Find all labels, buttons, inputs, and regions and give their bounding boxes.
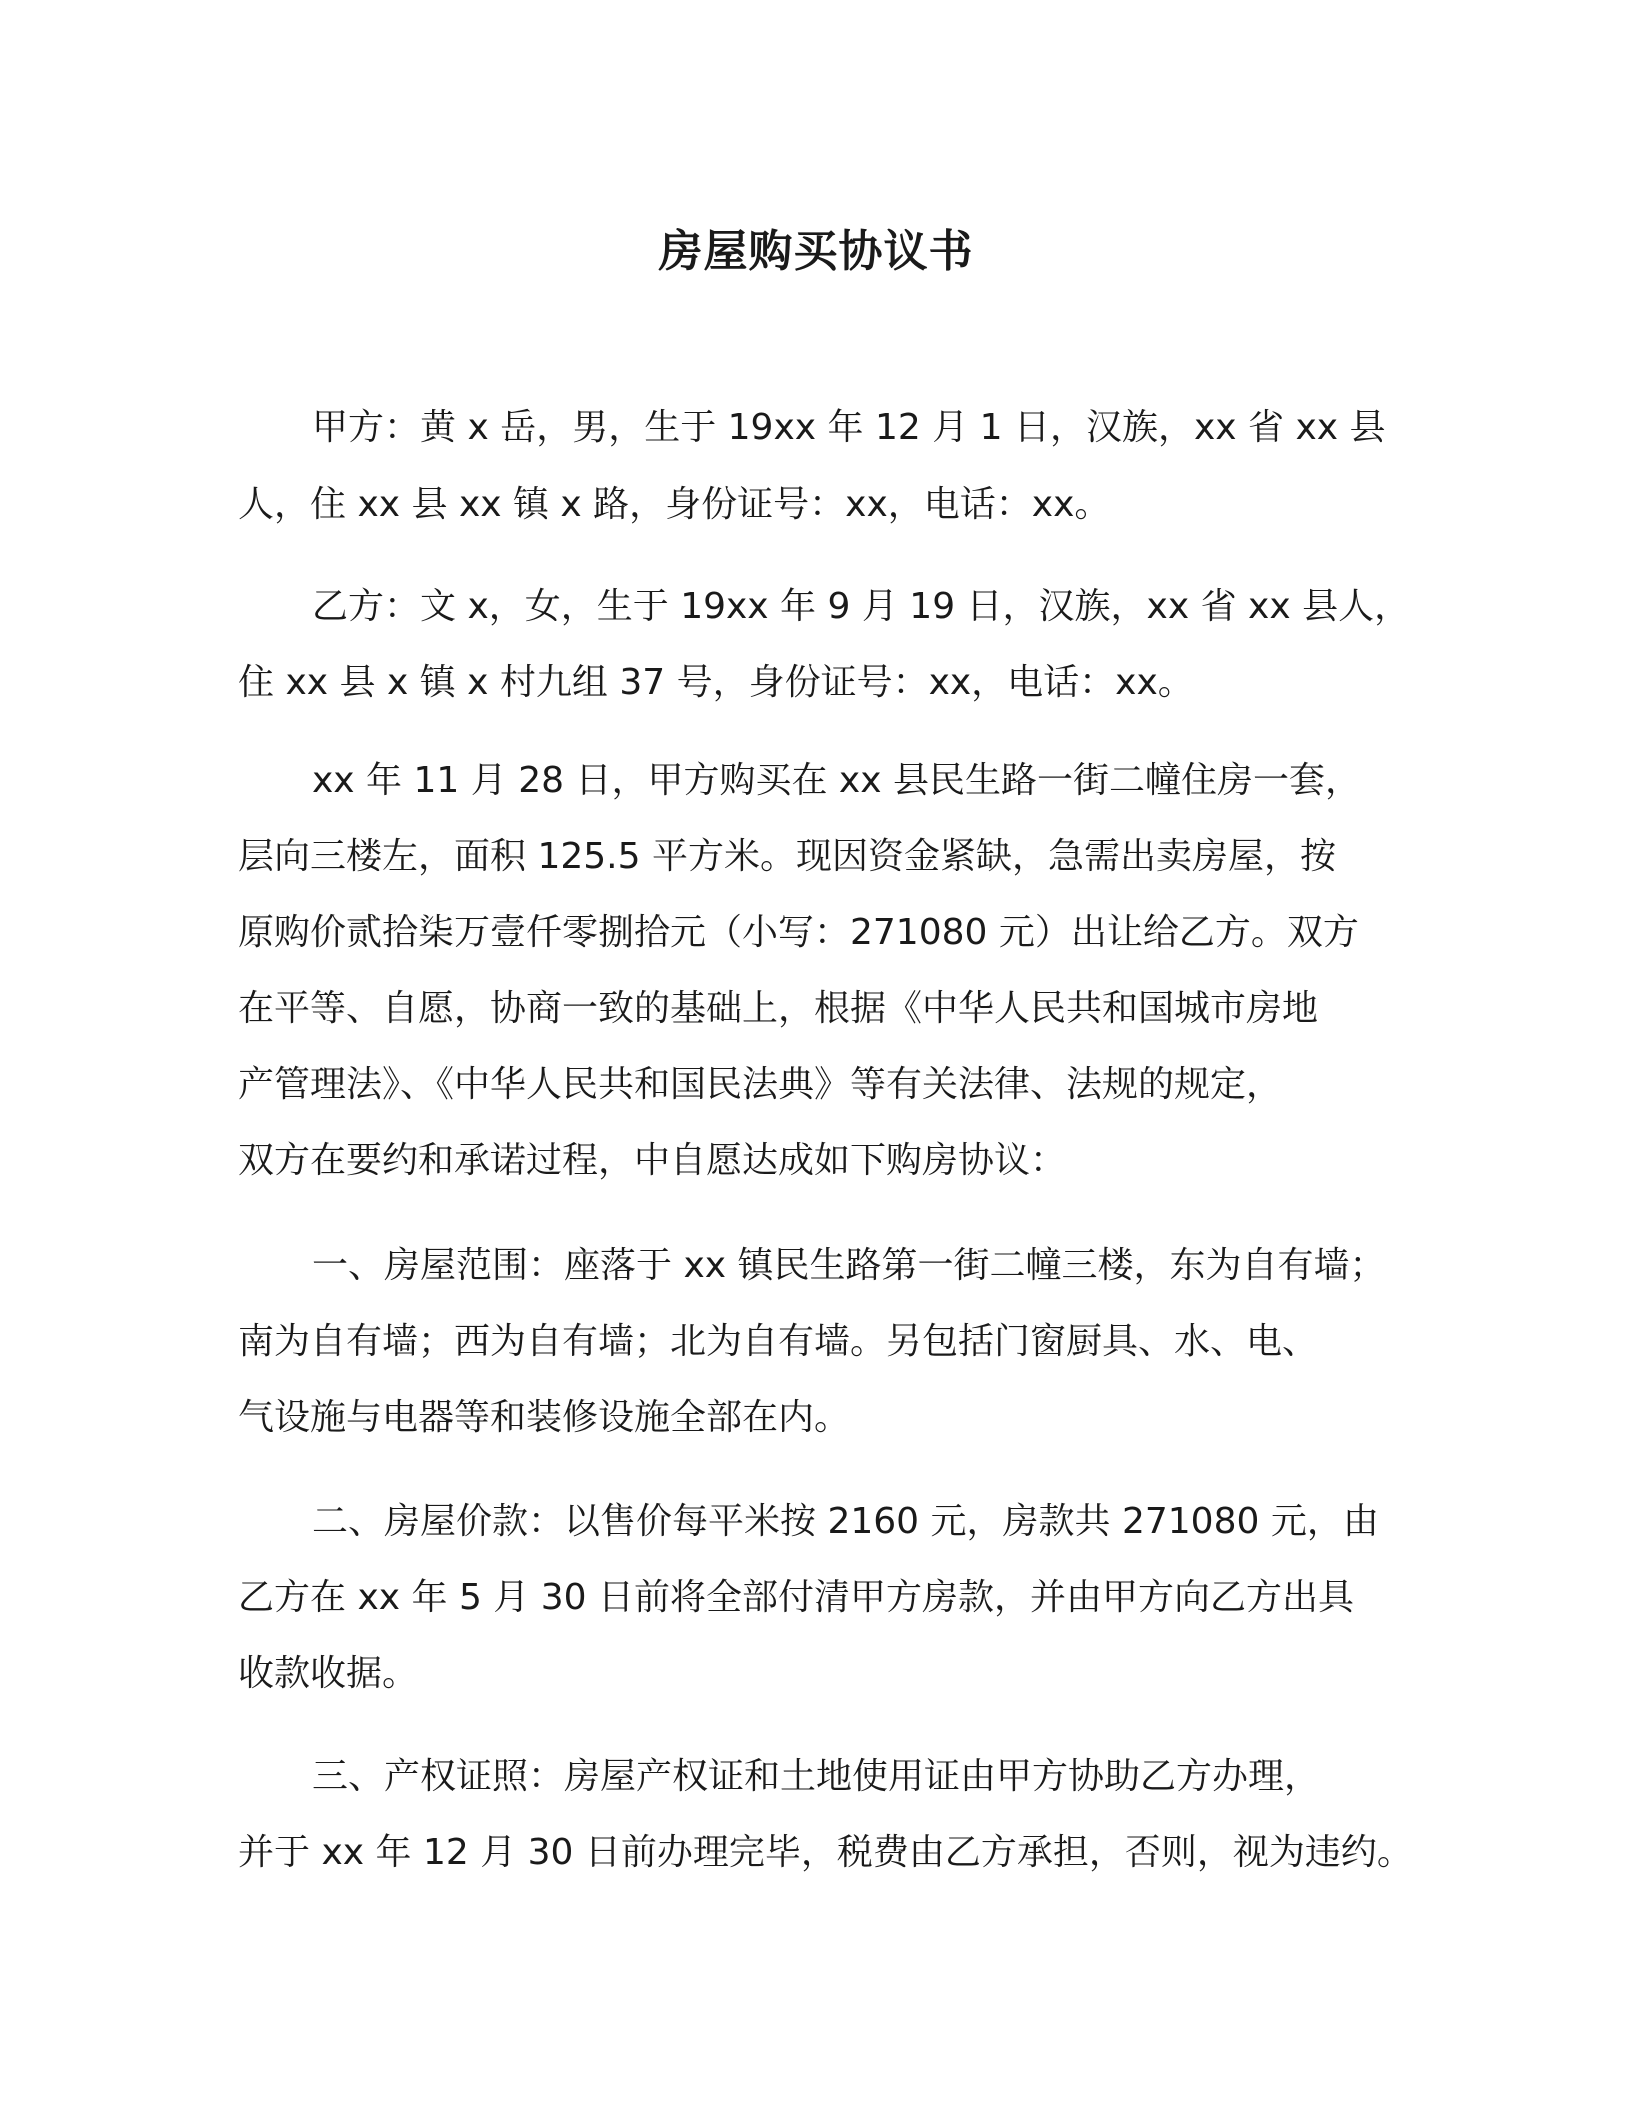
background-line-3: 原购价贰拾柒万壹仟零捌拾元（小写：271080 元）出让给乙方。双方 xyxy=(238,912,1359,953)
background-line-6: 双方在要约和承诺过程，中自愿达成如下购房协议： xyxy=(238,1140,1067,1181)
party-b-line-2: 住 xx 县 x 镇 x 村九组 37 号，身份证号：xx，电话：xx。 xyxy=(238,662,1194,703)
background-line-4: 在平等、自愿，协商一致的基础上，根据《中华人民共和国城市房地 xyxy=(238,988,1319,1029)
clause-3-line-1: 三、产权证照：房屋产权证和土地使用证由甲方协助乙方办理， xyxy=(312,1756,1321,1797)
party-a-line-2: 人，住 xx 县 xx 镇 x 路，身份证号：xx，电话：xx。 xyxy=(238,484,1111,525)
background-line-1: xx 年 11 月 28 日，甲方购买在 xx 县民生路一街二幢住房一套， xyxy=(312,760,1361,801)
party-a-line-1: 甲方：黄 x 岳，男，生于 19xx 年 12 月 1 日，汉族，xx 省 xx 县 xyxy=(312,407,1386,448)
background-line-5: 产管理法》、《中华人民共和国民法典》等有关法律、法规的规定， xyxy=(238,1064,1283,1105)
clause-3-line-2: 并于 xx 年 12 月 30 日前办理完毕，税费由乙方承担，否则，视为违约。 xyxy=(238,1832,1413,1873)
clause-2-line-2: 乙方在 xx 年 5 月 30 日前将全部付清甲方房款，并由甲方向乙方出具 xyxy=(238,1577,1354,1618)
clause-2-line-3: 收款收据。 xyxy=(238,1653,419,1694)
party-b-line-1: 乙方：文 x，女，生于 19xx 年 9 月 19 日，汉族，xx 省 xx 县人， xyxy=(312,586,1411,627)
clause-1-line-3: 气设施与电器等和装修设施全部在内。 xyxy=(238,1397,851,1438)
background-line-2: 层向三楼左，面积 125.5 平方米。现因资金紧缺，急需出卖房屋，按 xyxy=(238,836,1336,877)
clause-1-line-1: 一、房屋范围：座落于 xx 镇民生路第一街二幢三楼，东为自有墙； xyxy=(312,1245,1386,1286)
document-title: 房屋购买协议书 xyxy=(658,226,974,277)
clause-1-line-2: 南为自有墙；西为自有墙；北为自有墙。另包括门窗厨具、水、电、 xyxy=(238,1321,1319,1362)
clause-2-line-1: 二、房屋价款：以售价每平米按 2160 元，房款共 271080 元，由 xyxy=(312,1501,1379,1542)
